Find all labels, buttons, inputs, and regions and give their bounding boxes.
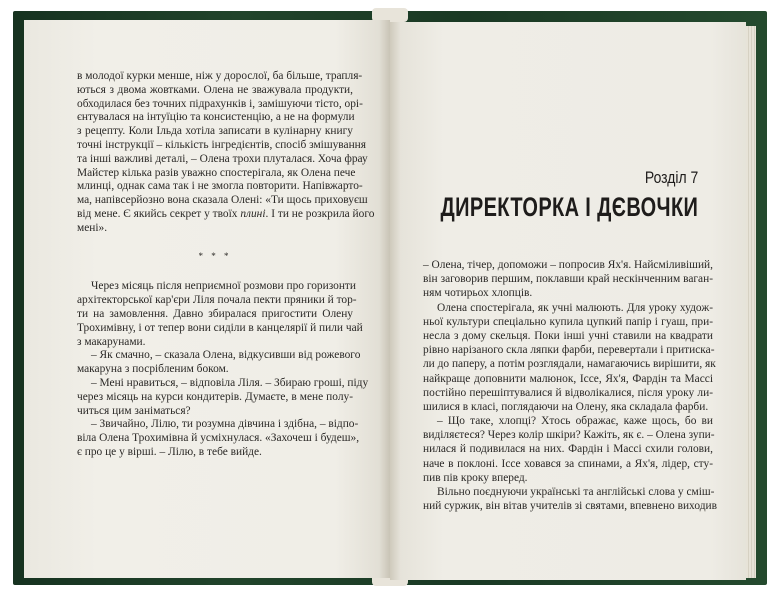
text-line: Вільно поєднуючи українські та англійські слова у сміш- xyxy=(437,486,715,498)
paragraph xyxy=(423,258,713,301)
text-line: виділяєтеся? Через колір шкіри? Кажіть, як є. – Олена зупи- xyxy=(423,429,715,442)
text-line: Через місяць після неприємної розмови про горизонти xyxy=(91,280,356,293)
text-line: – Як смачно, – сказала Олена, відкусивши від рожевого xyxy=(91,349,361,362)
text-line: постійно перешіптувалися й відволікалися, після уроку ли- xyxy=(423,386,713,399)
text-line: Олена спостерігала, як учні малюють. Для уроку худож- xyxy=(437,301,713,314)
text-line: точні інструкції – кількість інгредієнтів, спосіб змішування xyxy=(77,138,367,151)
paragraph xyxy=(77,418,360,459)
italic-word: плині xyxy=(240,207,266,220)
paragraph xyxy=(423,414,713,485)
text-line: ням чотирьох хлопців. xyxy=(423,287,533,300)
text-line: є про це у вірші. – Лілю, в тебе вийде. xyxy=(77,445,262,458)
paragraph xyxy=(77,70,375,236)
text-line: Трохимівну, і от тепер вони сиділи в канцелярії й пили чай xyxy=(77,321,363,334)
text-line: в молодої курки менше, ніж у дорослої, ба більше, трапля- xyxy=(77,70,363,82)
chapter-number: Розділ 7 xyxy=(644,168,698,187)
text-line: ються з двома жовтками. Олена не зважувала продукти, xyxy=(77,83,353,96)
text-line: пив пів кроку вперед. xyxy=(423,471,528,484)
chapter-heading xyxy=(390,168,698,223)
paragraph xyxy=(77,376,369,418)
text-line: віла Олена Трохимівна й усміхнулася. «Захочеш і будеш», xyxy=(77,432,360,445)
section-break-stars: * * * xyxy=(198,250,232,261)
text-line: від мене. Є якийсь секрет у твоїх плині. І ти не розкрила його xyxy=(77,207,375,220)
text-line: ма, напівсерйозно вона сказала Олені: «Ти щось приховуєш xyxy=(77,194,368,207)
text-line: через місяць на курси кондитерів. Думаєте, в мене полу- xyxy=(77,390,353,403)
text-line: шилися в класі, поглядаючи на Олену, яка складала фарби. xyxy=(423,400,709,413)
text-line: – Мені нравиться, – відповіла Ліля. – Збираю гроші, піду xyxy=(91,376,369,389)
text-line: макаруна з посрібленим боком. xyxy=(77,363,229,376)
text-line: наче в поклоні. Ісcе ховався за спинами, а Ях'я, лідер, сту- xyxy=(423,457,713,470)
text-line: ньої культури спеціально купила цупкий папір і гуаш, при- xyxy=(423,315,713,328)
text-line: архітекторської кар'єри Ліля почала пекти пряники й тор- xyxy=(77,294,357,307)
right-page-text xyxy=(423,258,717,513)
text-line: обходилася без точних підрахунків і, замішуючи тісто, орі- xyxy=(77,97,363,110)
text-line: млинці, однак сама так і не змогла повторити. Напівжарто- xyxy=(77,180,363,193)
left-page-text xyxy=(77,70,375,460)
text-line: єнтувалася на інтуїцію та консистенцію, а не на формули xyxy=(77,111,355,124)
right-page xyxy=(390,22,746,580)
text-line: та інші важливі деталі, – Олена трохи плуталася. Хоча фрау xyxy=(77,152,368,165)
text-line: з макарунами. xyxy=(77,335,146,348)
text-line: він заговорив першим, поклавши край нескінченним ваган- xyxy=(423,273,713,286)
page-edges xyxy=(746,26,756,578)
text-line: читься цим заніматься? xyxy=(77,404,191,417)
text-line: – Звичайно, Лілю, ти розумна дівчина і здібна, – відпо- xyxy=(91,418,359,431)
text-line: ти на замовлення. Давно збиралася пригостити Олену xyxy=(77,307,353,320)
text-line: найкраще доповнити малюнок, Ісcе, Ях'я, Фардін та Массі xyxy=(423,372,713,385)
text-line: несла з дому скельця. Поки інші учні ставили на квадрати xyxy=(423,329,713,342)
text-line: нилася й подивилася на них. Фардін і Массі схили голови, xyxy=(423,443,713,456)
paragraph xyxy=(423,301,716,415)
text-line: ний суржик, він вітав учителів зі святами, впевнено виходив xyxy=(423,500,717,513)
text-line: з рецепту. Коли Ільда хотіла записати в кулінарну книгу xyxy=(77,125,353,138)
text-line: рівно нарізаного скла ляпки фарби, перевертали і притиска- xyxy=(423,344,715,357)
paragraph xyxy=(77,349,361,377)
text-line: Майстер кілька разів уважно спостерігала, як Олена пече xyxy=(77,166,356,179)
text-line: – Що таке, хлопці? Хтось ображає, каже щось, бо ви xyxy=(437,415,713,428)
text-line: ли до паперу, а потім розглядали, намагаючись вирішити, як xyxy=(423,358,716,371)
left-page xyxy=(24,20,390,578)
paragraph xyxy=(77,280,363,349)
paragraph xyxy=(423,485,717,513)
text-line: – Олена, тічер, допоможи – попросив Ях'я. Найсміливіший, xyxy=(423,259,713,271)
text-line: мені». xyxy=(77,221,108,234)
chapter-title: ДИРЕКТОРКА І ДЄВОЧКИ xyxy=(440,192,698,222)
